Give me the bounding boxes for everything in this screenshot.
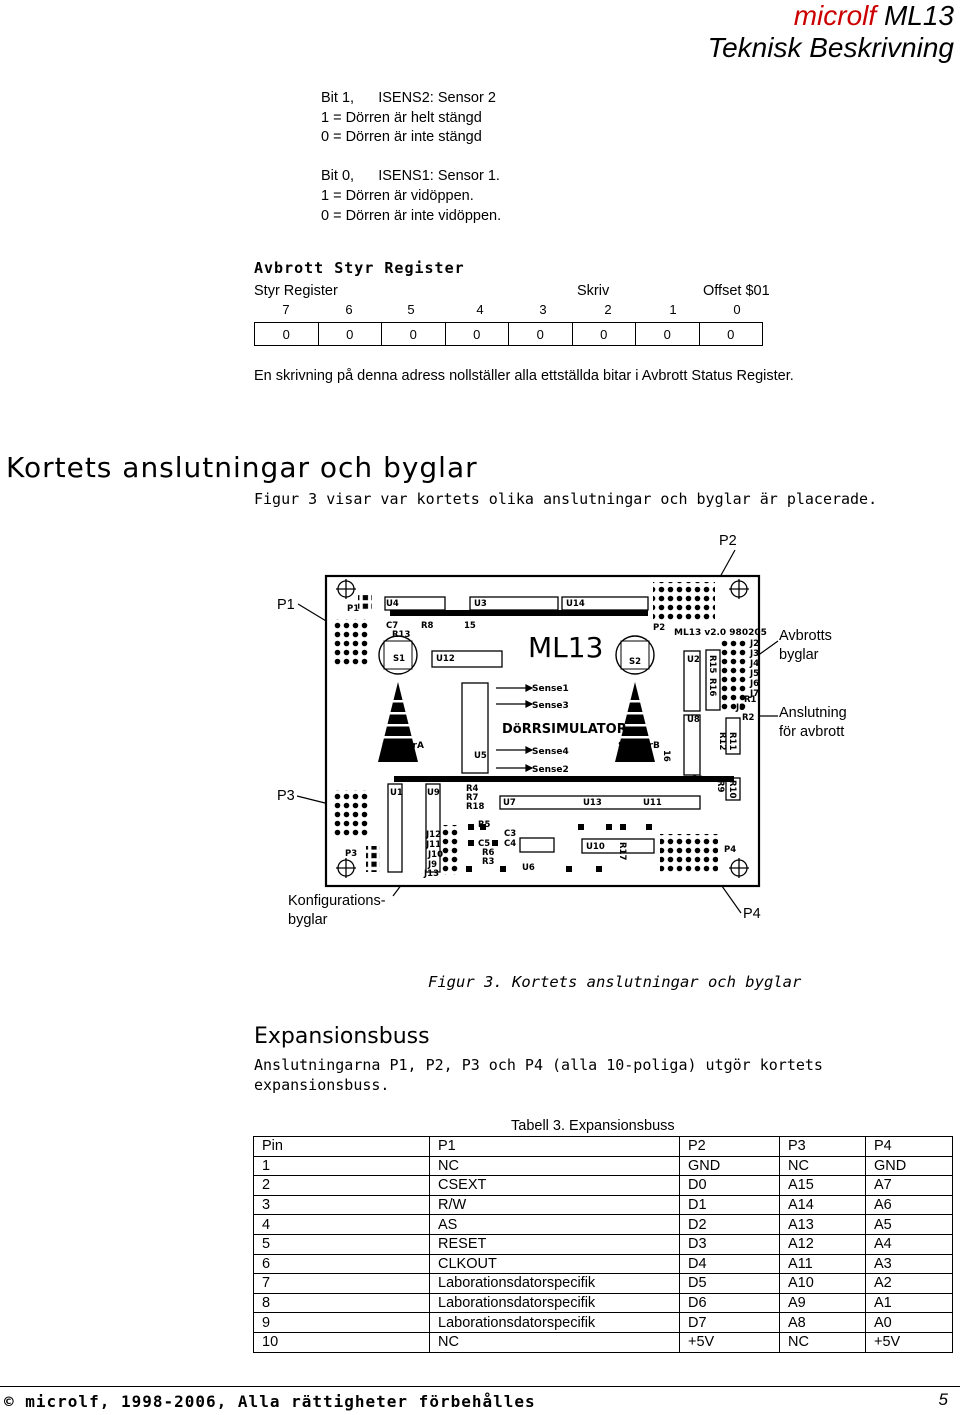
- board-r11: R11: [727, 732, 737, 751]
- board-u5: U5: [474, 751, 487, 761]
- board-s1: S1: [393, 654, 406, 664]
- table-cell: GND: [866, 1156, 953, 1176]
- board-u7: U7: [503, 798, 516, 808]
- table-cell: A8: [780, 1313, 866, 1333]
- board-sense1: Sense1: [532, 684, 569, 694]
- table-cell: Laborationsdatorspecifik: [430, 1274, 680, 1294]
- table-cell: 5: [254, 1234, 430, 1254]
- table-row: [254, 1254, 953, 1274]
- bit-number: 6: [345, 302, 353, 317]
- board-r17: R17: [617, 842, 627, 861]
- bit-number: 3: [539, 302, 547, 317]
- board-r9: R9: [715, 780, 725, 793]
- board-sensor-a: SensorA: [382, 741, 424, 751]
- board-r12: R12: [717, 732, 727, 751]
- board-r2: R2: [742, 713, 755, 723]
- board-u1: U1: [390, 788, 403, 798]
- table-cell: D6: [680, 1293, 780, 1313]
- board-j4: J4: [750, 659, 760, 669]
- table-cell: P4: [866, 1137, 953, 1157]
- bit-number: 0: [733, 302, 741, 317]
- register-offset: Offset $01: [703, 283, 770, 299]
- board-c3: C3: [504, 829, 517, 839]
- table-cell: D1: [680, 1195, 780, 1215]
- table-cell: D0: [680, 1176, 780, 1196]
- table-cell: 6: [254, 1254, 430, 1274]
- board-sense4: Sense4: [532, 747, 569, 757]
- board-u2: U2: [687, 655, 700, 665]
- board-sense2: Sense2: [532, 765, 569, 775]
- board-r1: R1: [744, 695, 757, 705]
- callout-p1: P1: [277, 597, 295, 613]
- table-cell: NC: [430, 1332, 680, 1352]
- bit-number: 7: [282, 302, 290, 317]
- table-cell: A5: [866, 1215, 953, 1235]
- table-cell: D5: [680, 1274, 780, 1294]
- table-cell: A2: [866, 1274, 953, 1294]
- board-s2: S2: [629, 657, 642, 667]
- table-row: [254, 1313, 953, 1333]
- board-u4: U4: [386, 599, 399, 609]
- board-r7: R7: [466, 793, 479, 803]
- bit-number: 1: [669, 302, 677, 317]
- bit-number: 2: [604, 302, 612, 317]
- table-cell: CLKOUT: [430, 1254, 680, 1274]
- table-cell: A13: [780, 1215, 866, 1235]
- table-cell: 10: [254, 1332, 430, 1352]
- register-title: Avbrott Styr Register: [254, 259, 465, 277]
- board-r6: R6: [482, 848, 495, 858]
- table-cell: Pin: [254, 1137, 430, 1157]
- section-heading-expansion: Expansionsbuss: [254, 1024, 430, 1049]
- board-c20: 20: [692, 775, 704, 785]
- board-c15: 15: [464, 621, 476, 631]
- register-bit-value: 0: [572, 323, 636, 346]
- register-bit-value: 0: [445, 323, 509, 346]
- table-cell: 9: [254, 1313, 430, 1333]
- expansion-bus-table: [253, 1136, 953, 1353]
- table-cell: 8: [254, 1293, 430, 1313]
- table-cell: Laborationsdatorspecifik: [430, 1293, 680, 1313]
- table-row: [254, 1195, 953, 1215]
- board-u10: U10: [586, 842, 605, 852]
- board-p3: P3: [345, 849, 358, 859]
- board-version: ML13 v2.0 980205: [674, 628, 767, 638]
- table-row: [254, 1156, 953, 1176]
- table-cell: D3: [680, 1234, 780, 1254]
- table-caption: Tabell 3. Expansionsbuss: [511, 1118, 675, 1134]
- table-cell: 7: [254, 1274, 430, 1294]
- board-u13: U13: [583, 798, 602, 808]
- table-cell: A10: [780, 1274, 866, 1294]
- board-j11: J11: [426, 840, 441, 850]
- table-row: [254, 1332, 953, 1352]
- board-u3: U3: [474, 599, 487, 609]
- board-j2: J2: [750, 639, 760, 649]
- footer-rule: [0, 1386, 960, 1387]
- product-name: ML13: [883, 0, 954, 31]
- table-cell: P1: [430, 1137, 680, 1157]
- table-cell: GND: [680, 1156, 780, 1176]
- callout-p3: P3: [277, 788, 295, 804]
- board-c16: 16: [661, 750, 671, 762]
- board-r4: R4: [466, 784, 479, 794]
- figure-caption: Figur 3. Kortets anslutningar och byglar: [428, 973, 802, 991]
- board-r8: R8: [421, 621, 434, 631]
- table-row: [254, 1176, 953, 1196]
- table-row: [254, 1293, 953, 1313]
- board-title: ML13: [528, 631, 604, 664]
- board-j8: J8: [736, 703, 746, 713]
- table-cell: NC: [780, 1332, 866, 1352]
- board-p1: P1: [347, 604, 360, 614]
- board-r18: R18: [466, 802, 485, 812]
- table-cell: NC: [780, 1156, 866, 1176]
- table-cell: A11: [780, 1254, 866, 1274]
- board-u8: U8: [687, 715, 700, 725]
- table-cell: R/W: [430, 1195, 680, 1215]
- callout-for-avbrott: för avbrott: [779, 724, 845, 740]
- board-r16: R16: [707, 678, 717, 697]
- table-cell: Laborationsdatorspecifik: [430, 1313, 680, 1333]
- header-title: Teknisk Beskrivning: [707, 32, 954, 63]
- table-cell: A0: [866, 1313, 953, 1333]
- board-c4: C4: [504, 839, 517, 849]
- board-p2: P2: [653, 623, 666, 633]
- table-row: [254, 1274, 953, 1294]
- board-j13: J13: [424, 869, 439, 879]
- board-u12: U12: [436, 654, 455, 664]
- callout-konfigurations: Konfigurations-: [288, 893, 386, 909]
- table-cell: A12: [780, 1234, 866, 1254]
- board-j6: J6: [750, 679, 760, 689]
- table-cell: +5V: [680, 1332, 780, 1352]
- section-text-expansion-1: Anslutningarna P1, P2, P3 och P4 (alla 10-poliga) utgör kortets: [254, 1056, 823, 1074]
- register-bit-value: 0: [636, 323, 700, 346]
- board-p4: P4: [724, 845, 737, 855]
- board-sensor-b: SensorB: [618, 741, 660, 751]
- callout-konfig-byglar: byglar: [288, 912, 328, 928]
- board-j3: J3: [750, 649, 760, 659]
- table-cell: 2: [254, 1176, 430, 1196]
- board-c5: C5: [478, 839, 491, 849]
- table-cell: A3: [866, 1254, 953, 1274]
- register-bit-value: 0: [382, 323, 446, 346]
- callout-byglar: byglar: [779, 647, 819, 663]
- table-cell: A14: [780, 1195, 866, 1215]
- register-bit-value: 0: [699, 323, 763, 346]
- table-header-row: [254, 1137, 953, 1157]
- board-simulator: DöRRSIMULATOR: [502, 722, 627, 737]
- table-cell: CSEXT: [430, 1176, 680, 1196]
- table-cell: A7: [866, 1176, 953, 1196]
- board-r13: R13: [392, 630, 411, 640]
- table-cell: A1: [866, 1293, 953, 1313]
- table-cell: +5V: [866, 1332, 953, 1352]
- board-u6: U6: [522, 863, 535, 873]
- bit-number: 5: [407, 302, 415, 317]
- board-u14: U14: [566, 599, 585, 609]
- section-text-connectors: Figur 3 visar var kortets olika anslutningar och byglar är placerade.: [254, 490, 878, 508]
- board-r10: R10: [727, 780, 737, 799]
- callout-anslutning: Anslutning: [779, 705, 847, 721]
- register-mode: Skriv: [577, 283, 610, 299]
- brand-name: microlf: [793, 0, 877, 31]
- board-r15: R15: [707, 655, 717, 674]
- table-cell: A15: [780, 1176, 866, 1196]
- bit-number: 4: [476, 302, 484, 317]
- board-j12: J12: [426, 830, 441, 840]
- board-r3: R3: [482, 857, 495, 867]
- table-cell: D7: [680, 1313, 780, 1333]
- board-sense3: Sense3: [532, 701, 569, 711]
- table-cell: P3: [780, 1137, 866, 1157]
- bit-descriptions: Bit 1, ISENS2: Sensor 2 1 = Dörren är helt stängd 0 = Dörren är inte stängd Bit 0, ISENS1: Sensor 1. 1 = Dörren är vidöppen. 0 = Dörren är inte vidöppen.: [321, 90, 502, 224]
- table-cell: A4: [866, 1234, 953, 1254]
- table-cell: NC: [430, 1156, 680, 1176]
- table-cell: D4: [680, 1254, 780, 1274]
- section-text-expansion-2: expansionsbuss.: [254, 1076, 390, 1094]
- board-c7: C7: [386, 621, 399, 631]
- board-u9: U9: [427, 788, 440, 798]
- board-r5: R5: [478, 820, 491, 830]
- board-j5: J5: [750, 669, 760, 679]
- table-row: [254, 1215, 953, 1235]
- register-name: Styr Register: [254, 283, 338, 299]
- table-cell: AS: [430, 1215, 680, 1235]
- register-bit-value: 0: [255, 323, 319, 346]
- table-cell: 3: [254, 1195, 430, 1215]
- register-note: En skrivning på denna adress nollställer alla ettställda bitar i Avbrott Status Register.: [254, 368, 794, 384]
- table-cell: D2: [680, 1215, 780, 1235]
- board-j9: J9: [428, 860, 438, 870]
- register-bit-value: 0: [318, 323, 382, 346]
- table-cell: 4: [254, 1215, 430, 1235]
- callout-avbrotts: Avbrotts: [779, 628, 832, 644]
- footer-copyright: © microlf, 1998-2006, Alla rättigheter förbehålles: [4, 1392, 536, 1411]
- callout-p4: P4: [743, 906, 761, 922]
- table-cell: A6: [866, 1195, 953, 1215]
- table-cell: A9: [780, 1293, 866, 1313]
- board-j10: J10: [428, 850, 443, 860]
- table-cell: RESET: [430, 1234, 680, 1254]
- callout-p2: P2: [719, 533, 737, 549]
- register-bit-value: 0: [509, 323, 573, 346]
- board-u11: U11: [643, 798, 662, 808]
- section-heading-connectors: Kortets anslutningar och byglar: [6, 451, 478, 484]
- table-cell: 1: [254, 1156, 430, 1176]
- table-row: [254, 1234, 953, 1254]
- board-j7: J7: [750, 689, 760, 699]
- page-number: 5: [938, 1390, 948, 1409]
- table-cell: P2: [680, 1137, 780, 1157]
